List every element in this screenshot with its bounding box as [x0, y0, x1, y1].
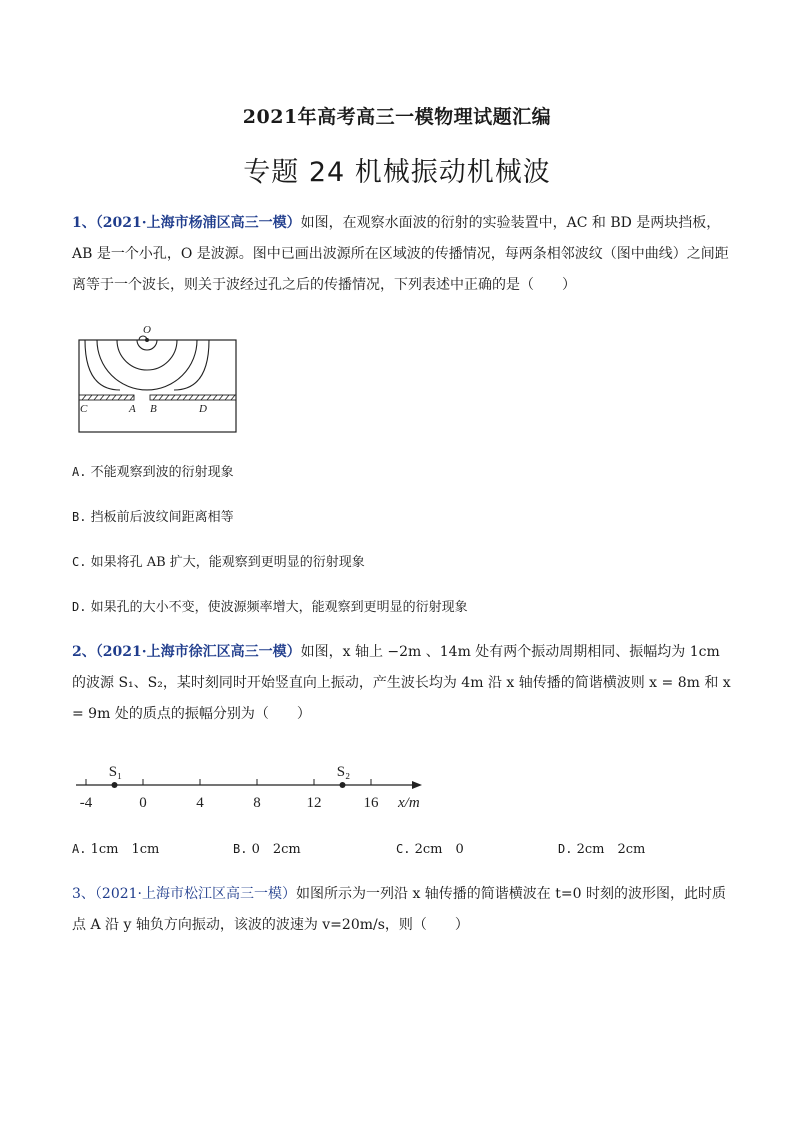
- option-label: C.: [72, 555, 87, 569]
- question-3-number: 3、: [72, 886, 95, 902]
- option-label: A.: [72, 465, 87, 479]
- option-text: 如果孔的大小不变，使波源频率增大，能观察到更明显的衍射现象: [90, 600, 468, 615]
- wavefronts: [85, 336, 209, 390]
- question-2-option-d[interactable]: [558, 839, 645, 860]
- question-3: [72, 879, 732, 941]
- question-2-text: 如图，x 轴上 −2m 、14m 处有两个振动周期相同、振幅均为 1cm 的波源 S₁、S₂，某时刻同时开始竖直向上振动，产生波长均为 4m 沿 x 轴传播的简谐横波则 x = 8m 和 x = 9m 处的质点的振幅分别为（ ）: [72, 644, 731, 722]
- option-label: D.: [558, 842, 573, 856]
- axis-tick-label: 16: [363, 795, 379, 811]
- question-2-option-b[interactable]: [233, 839, 301, 860]
- source-label-s1: S₁: [108, 764, 123, 780]
- axis-tick-label: 0: [139, 795, 147, 811]
- wavefront-3: [97, 340, 197, 390]
- question-2: [72, 637, 732, 730]
- document-subtitle: 专题 24 机械振动机械波: [243, 157, 551, 188]
- x-axis-figure: [72, 756, 432, 814]
- option-label: B.: [233, 842, 248, 856]
- wave-source-dot: [145, 338, 149, 342]
- axis-tick-label: 4: [196, 795, 204, 811]
- question-2-option-a[interactable]: [72, 839, 159, 860]
- question-1-text: 如图，在观察水面波的衍射的实验装置中，AC 和 BD 是两块挡板，AB 是一个小孔，O 是波源。图中已画出波源所在区域波的传播情况，每两条相邻波纹（图中曲线）之间距离等于一个波长，则关于波经过孔之后的传播情况，下列表述中正确的是（ ）: [72, 215, 729, 293]
- question-2-number: 2、: [72, 644, 96, 660]
- axis-tick-label: -4: [79, 795, 93, 811]
- axis-tick-label: 8: [253, 795, 261, 811]
- diffraction-apparatus-figure: [78, 320, 238, 434]
- wavefront-4-left: [85, 340, 120, 390]
- question-2-option-c[interactable]: [396, 839, 464, 860]
- label-a: A: [129, 403, 136, 415]
- question-1-number: 1、: [72, 215, 96, 231]
- question-3-source: （2021·上海市松江区高三一模）: [94, 886, 297, 902]
- axis-tick-label: 12: [306, 795, 322, 811]
- source-point-s1: [112, 782, 118, 788]
- source-point-s2: [340, 782, 346, 788]
- option-label: A.: [72, 842, 87, 856]
- source-label-s2: S₂: [336, 764, 351, 780]
- wavefront-4-right: [174, 340, 209, 390]
- label-d: D: [199, 403, 207, 415]
- question-1-source: （2021·上海市杨浦区高三一模）: [95, 215, 301, 231]
- question-1-option-a[interactable]: [72, 462, 234, 483]
- label-o: O: [143, 324, 151, 336]
- question-1-option-b[interactable]: [72, 507, 234, 528]
- label-c: C: [80, 403, 88, 415]
- label-b: B: [150, 403, 157, 415]
- question-1: [72, 208, 732, 301]
- option-text: 2cm 2cm: [576, 842, 646, 857]
- option-text: 如果将孔 AB 扩大，能观察到更明显的衍射现象: [90, 555, 365, 570]
- option-label: B.: [72, 510, 87, 524]
- question-2-source: （2021·上海市徐汇区高三一模）: [95, 644, 301, 660]
- barrier-bd: [150, 395, 236, 400]
- option-text: 0 2cm: [251, 842, 301, 857]
- x-axis-label: x/m: [398, 795, 420, 811]
- barrier-ac: [79, 395, 134, 400]
- option-text: 1cm 1cm: [90, 842, 160, 857]
- option-text: 挡板前后波纹间距离相等: [90, 510, 234, 525]
- document-title: 2021年高考高三一模物理试题汇编: [242, 106, 552, 128]
- option-text: 2cm 0: [414, 842, 464, 857]
- option-label: D.: [72, 600, 87, 614]
- question-3-text: 如图所示为一列沿 x 轴传播的简谐横波在 t=0 时刻的波形图，此时质点 A 沿 y 轴负方向振动，该波的波速为 v=20m/s，则（ ）: [72, 886, 726, 933]
- x-axis-arrow: [412, 781, 422, 789]
- question-1-option-d[interactable]: [72, 597, 468, 618]
- question-1-option-c[interactable]: [72, 552, 365, 573]
- option-text: 不能观察到波的衍射现象: [90, 465, 234, 480]
- wavefront-2: [117, 340, 177, 370]
- option-label: C.: [396, 842, 411, 856]
